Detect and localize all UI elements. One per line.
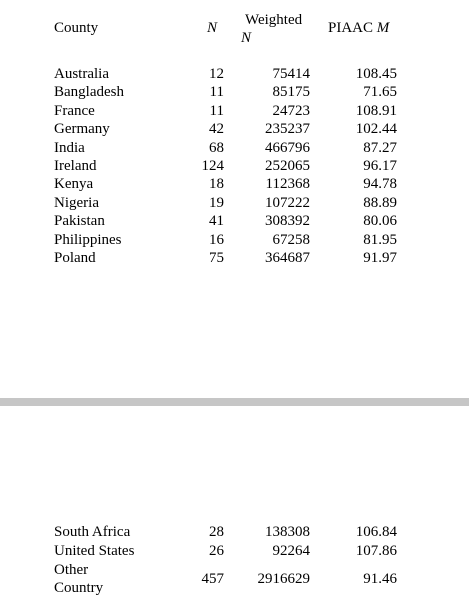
county-name-line2: Country xyxy=(54,580,104,596)
weighted-value: 252065 xyxy=(265,158,310,174)
weighted-value: 24723 xyxy=(272,102,310,119)
header-weighted: Weighted xyxy=(245,12,303,28)
weighted-value: 107222 xyxy=(265,194,310,211)
mean-value: 96.17 xyxy=(363,158,397,174)
n-value: 18 xyxy=(209,176,224,193)
county-name: Germany xyxy=(54,121,110,138)
mean-value: 87.27 xyxy=(363,139,397,156)
header-piaac-m xyxy=(328,19,389,37)
n-value: 16 xyxy=(209,231,224,248)
n-value: 19 xyxy=(209,194,224,211)
county-name: Kenya xyxy=(54,176,94,193)
county-name: South Africa xyxy=(54,524,131,540)
mean-value: 81.95 xyxy=(363,231,397,248)
header-n: N xyxy=(207,20,218,36)
n-value: 26 xyxy=(209,542,224,559)
n-value: 12 xyxy=(209,66,224,82)
n-value: 42 xyxy=(209,121,224,138)
weighted-value: 235237 xyxy=(265,121,310,138)
n-value: 457 xyxy=(201,571,224,587)
mean-value: 108.45 xyxy=(355,66,397,82)
n-value: 75 xyxy=(209,250,224,266)
county-name: United States xyxy=(54,542,135,559)
county-name: Other xyxy=(54,562,89,578)
county-name: Nigeria xyxy=(54,194,99,211)
mean-value: 108.91 xyxy=(355,102,397,119)
mean-value: 106.84 xyxy=(355,524,397,540)
header-county: County xyxy=(54,20,99,36)
county-name: Philippines xyxy=(54,231,122,248)
county-name: Ireland xyxy=(54,158,97,174)
n-value: 124 xyxy=(201,158,224,174)
mean-value: 88.89 xyxy=(363,194,397,211)
weighted-value: 112368 xyxy=(265,176,310,193)
county-name: India xyxy=(54,139,85,156)
weighted-value: 75414 xyxy=(272,66,310,82)
n-value: 41 xyxy=(209,213,224,230)
weighted-value: 466796 xyxy=(265,139,310,156)
weighted-value: 364687 xyxy=(265,250,310,266)
county-name: Australia xyxy=(54,66,109,82)
table-page-bottom xyxy=(0,406,469,598)
mean-value: 91.46 xyxy=(363,571,397,587)
weighted-value: 92264 xyxy=(272,542,310,559)
n-value: 68 xyxy=(209,139,224,156)
county-name: Poland xyxy=(54,250,96,266)
mean-value: 80.06 xyxy=(363,213,397,230)
mean-value: 71.65 xyxy=(363,84,397,101)
weighted-value: 308392 xyxy=(265,213,310,230)
mean-value: 91.97 xyxy=(363,250,397,266)
header-m: M xyxy=(376,20,390,36)
weighted-value: 67258 xyxy=(272,231,310,248)
weighted-value: 2916629 xyxy=(257,571,310,587)
county-name: France xyxy=(54,102,95,119)
n-value: 11 xyxy=(209,102,224,119)
mean-value: 102.44 xyxy=(355,121,397,138)
weighted-value: 85175 xyxy=(272,84,310,101)
mean-value: 94.78 xyxy=(363,176,397,193)
mean-value: 107.86 xyxy=(355,542,397,559)
page-divider xyxy=(0,398,469,406)
header-piaac: PIAAC xyxy=(328,20,374,36)
weighted-value: 138308 xyxy=(265,524,310,540)
n-value: 28 xyxy=(209,524,224,540)
n-value: 11 xyxy=(209,84,224,101)
header-weighted-n: N xyxy=(241,30,252,46)
county-name: Bangladesh xyxy=(54,84,124,101)
county-name: Pakistan xyxy=(54,213,105,230)
